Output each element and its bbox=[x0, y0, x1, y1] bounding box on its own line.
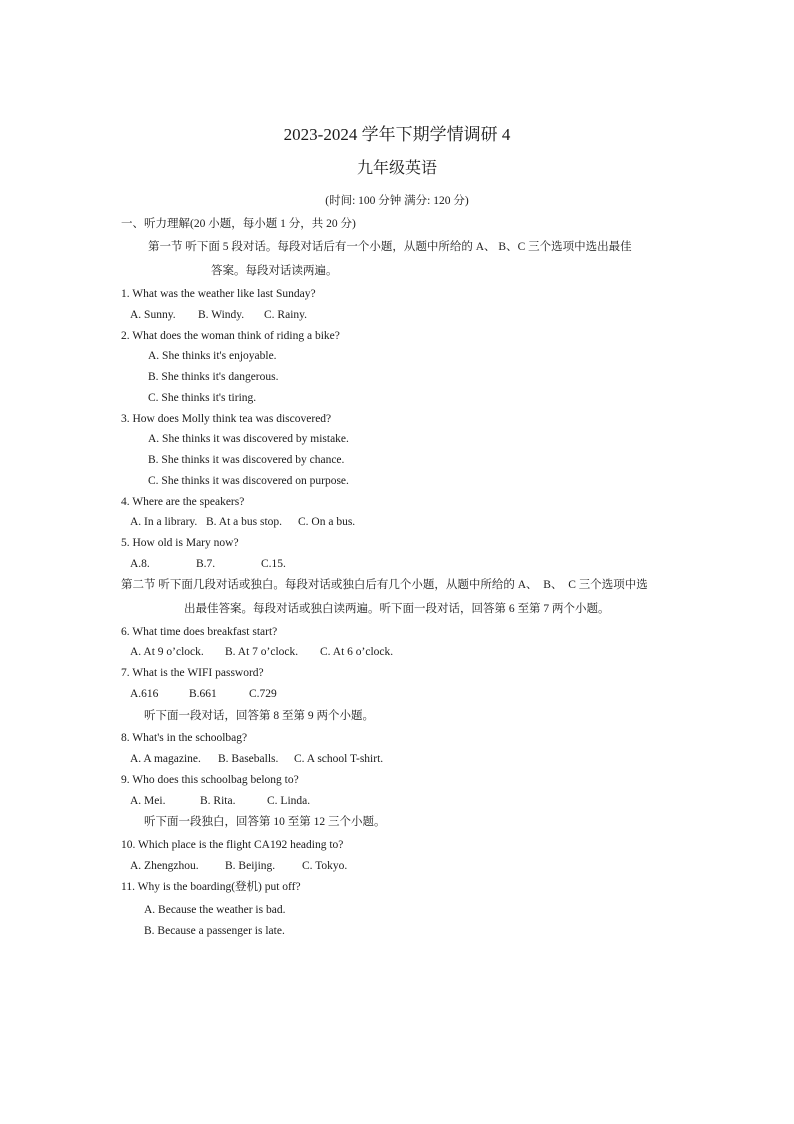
exam-title: 2023-2024 学年下期学情调研 4 bbox=[283, 125, 511, 144]
section2-instruction-line1: 第二节 听下面几段对话或独白。每段对话或独白后有几个小题，从题中所给的 A、 B、 C 三个选项中选 bbox=[121, 579, 648, 591]
question-4-option-a: A. In a library. bbox=[130, 516, 198, 528]
question-5-stem: 5. How old is Mary now? bbox=[121, 537, 239, 549]
question-11-option-b: B. Because a passenger is late. bbox=[144, 925, 285, 937]
question-10-stem: 10. Which place is the flight CA192 heading to? bbox=[121, 839, 344, 851]
question-7-option-a: A.616 bbox=[130, 688, 159, 700]
question-5-option-a: A.8. bbox=[130, 558, 150, 570]
question-8-option-a: A. A magazine. bbox=[130, 753, 201, 765]
question-3-option-b: B. She thinks it was discovered by chance. bbox=[148, 454, 345, 466]
question-9-option-a: A. Mei. bbox=[130, 795, 166, 807]
question-9-stem: 9. Who does this schoolbag belong to? bbox=[121, 774, 299, 786]
question-2-stem: 2. What does the woman think of riding a bike? bbox=[121, 330, 340, 342]
section1-instruction-line2: 答案。每段对话读两遍。 bbox=[211, 265, 338, 277]
question-1-option-c: C. Rainy. bbox=[264, 309, 308, 321]
note-questions-8-9: 听下面一段对话，回答第 8 至第 9 两个小题。 bbox=[144, 710, 374, 722]
question-10-option-a: A. Zhengzhou. bbox=[130, 860, 199, 872]
question-5-option-c: C.15. bbox=[261, 558, 286, 570]
question-10-option-c: C. Tokyo. bbox=[302, 860, 348, 872]
question-3-option-c: C. She thinks it was discovered on purpose. bbox=[148, 475, 349, 487]
question-4-option-b: B. At a bus stop. bbox=[206, 516, 283, 528]
question-7-option-c: C.729 bbox=[249, 688, 277, 700]
question-8-option-b: B. Baseballs. bbox=[218, 753, 279, 765]
section1-instruction-line1: 第一节 听下面 5 段对话。每段对话后有一个小题，从题中所给的 A、 B、C 三个选项中选出最佳 bbox=[148, 241, 632, 253]
section2-instruction-line2: 出最佳答案。每段对话或独白读两遍。听下面一段对话，回答第 6 至第 7 两个小题。 bbox=[184, 603, 610, 615]
question-2-option-c: C. She thinks it's tiring. bbox=[148, 392, 257, 404]
question-1-stem: 1. What was the weather like last Sunday? bbox=[121, 288, 316, 300]
part1-heading: 一、听力理解(20 小题，每小题 1 分，共 20 分) bbox=[121, 218, 356, 230]
question-1-option-a: A. Sunny. bbox=[130, 309, 176, 321]
question-4-stem: 4. Where are the speakers? bbox=[121, 496, 245, 508]
question-10-option-b: B. Beijing. bbox=[225, 860, 276, 872]
question-5-option-b: B.7. bbox=[196, 558, 216, 570]
question-7-stem: 7. What is the WIFI password? bbox=[121, 667, 264, 679]
question-4-option-c: C. On a bus. bbox=[298, 516, 356, 528]
question-9-option-c: C. Linda. bbox=[267, 795, 311, 807]
question-6-option-a: A. At 9 o’clock. bbox=[130, 646, 204, 658]
question-6-stem: 6. What time does breakfast start? bbox=[121, 626, 278, 638]
question-11-stem: 11. Why is the boarding(登机) put off? bbox=[121, 881, 301, 893]
question-3-option-a: A. She thinks it was discovered by mistake. bbox=[148, 433, 349, 445]
question-9-option-b: B. Rita. bbox=[200, 795, 236, 807]
question-3-stem: 3. How does Molly think tea was discovered? bbox=[121, 413, 332, 425]
question-1-option-b: B. Windy. bbox=[198, 309, 245, 321]
question-6-option-b: B. At 7 o’clock. bbox=[225, 646, 299, 658]
question-8-stem: 8. What's in the schoolbag? bbox=[121, 732, 248, 744]
question-11-option-a: A. Because the weather is bad. bbox=[144, 904, 286, 916]
question-8-option-c: C. A school T-shirt. bbox=[294, 753, 384, 765]
question-2-option-b: B. She thinks it's dangerous. bbox=[148, 371, 279, 383]
question-7-option-b: B.661 bbox=[189, 688, 217, 700]
question-2-option-a: A. She thinks it's enjoyable. bbox=[148, 350, 277, 362]
exam-subtitle: 九年级英语 bbox=[356, 160, 437, 177]
exam-meta: (时间: 100 分钟 满分: 120 分) bbox=[325, 195, 469, 207]
note-questions-10-12: 听下面一段独白，回答第 10 至第 12 三个小题。 bbox=[144, 816, 386, 828]
question-6-option-c: C. At 6 o’clock. bbox=[320, 646, 394, 658]
